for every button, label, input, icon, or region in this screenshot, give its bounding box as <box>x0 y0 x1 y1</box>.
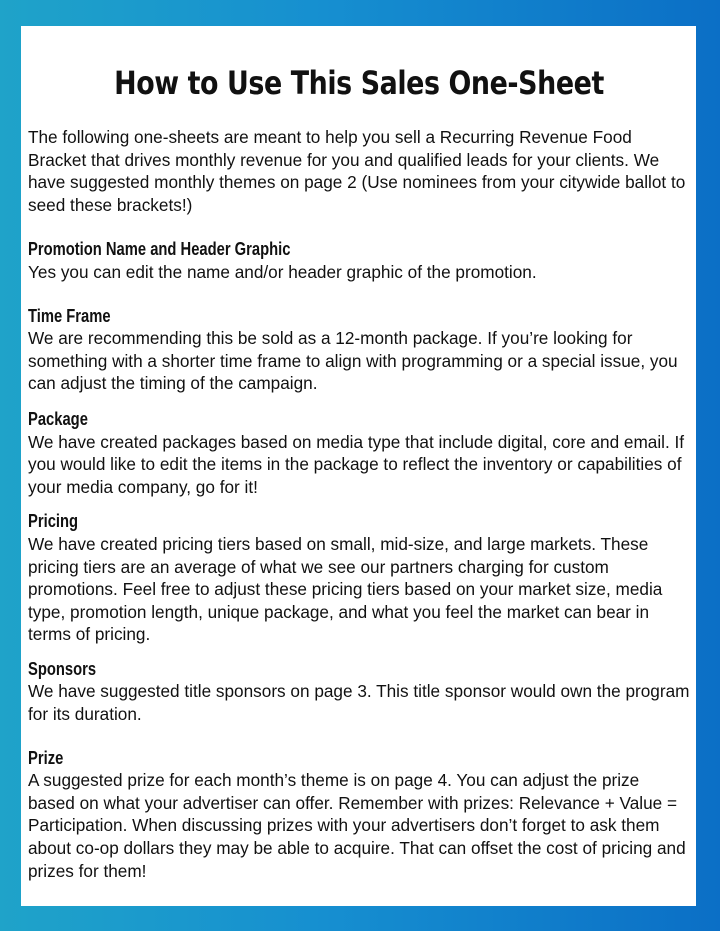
section-sponsors <box>28 658 690 726</box>
section-promotion-name <box>28 238 690 283</box>
section-pricing <box>28 510 690 646</box>
section-prize <box>28 747 690 883</box>
section-body: We are recommending this be sold as a 12-month package. If you’re looking for something with a shorter time frame to align with programming or a special issue, you can adjust the timing of the campaign. <box>28 328 678 394</box>
section-body: Yes you can edit the name and/or header graphic of the promotion. <box>28 261 537 282</box>
section-body: We have created pricing tiers based on small, mid-size, and large markets. These pricing tiers are an average of what we see our partners charging for custom promotions. Feel free to adjust these pricing tiers based on your market size, media type, promotion length, unique package, and what you feel the market can bear in terms of pricing. <box>28 533 663 645</box>
section-heading: Pricing <box>28 511 79 532</box>
section-heading: Prize <box>28 747 64 768</box>
page-title: How to Use This Sales One-Sheet <box>114 64 604 102</box>
intro-paragraph: The following one-sheets are meant to help you sell a Recurring Revenue Food Bracket that drives monthly revenue for you and qualified leads for your clients. We have suggested monthly themes on page 2 (Use nominees from your citywide ballot to seed these brackets!) <box>28 127 686 215</box>
section-package <box>28 408 690 498</box>
section-body: We have suggested title sponsors on page 3. This title sponsor would own the program for its duration. <box>28 681 690 725</box>
section-time-frame <box>28 305 690 395</box>
section-heading: Sponsors <box>28 658 97 679</box>
document-page <box>21 26 696 906</box>
section-heading: Time Frame <box>28 305 111 326</box>
section-heading: Package <box>28 408 88 429</box>
section-heading: Promotion Name and Header Graphic <box>28 239 291 260</box>
section-body: A suggested prize for each month’s theme is on page 4. You can adjust the prize based on what your advertiser can offer. Remember with prizes: Relevance + Value = Participation. When discussing prizes with your advertisers don’t forget to ask them about co-op dollars they may be able to acquire. That can offset the cost of pricing and prizes for them! <box>28 770 686 881</box>
section-body: We have created packages based on media type that include digital, core and email. If you would like to edit the items in the package to reflect the inventory or capabilities of your media company, go for it! <box>28 431 685 497</box>
